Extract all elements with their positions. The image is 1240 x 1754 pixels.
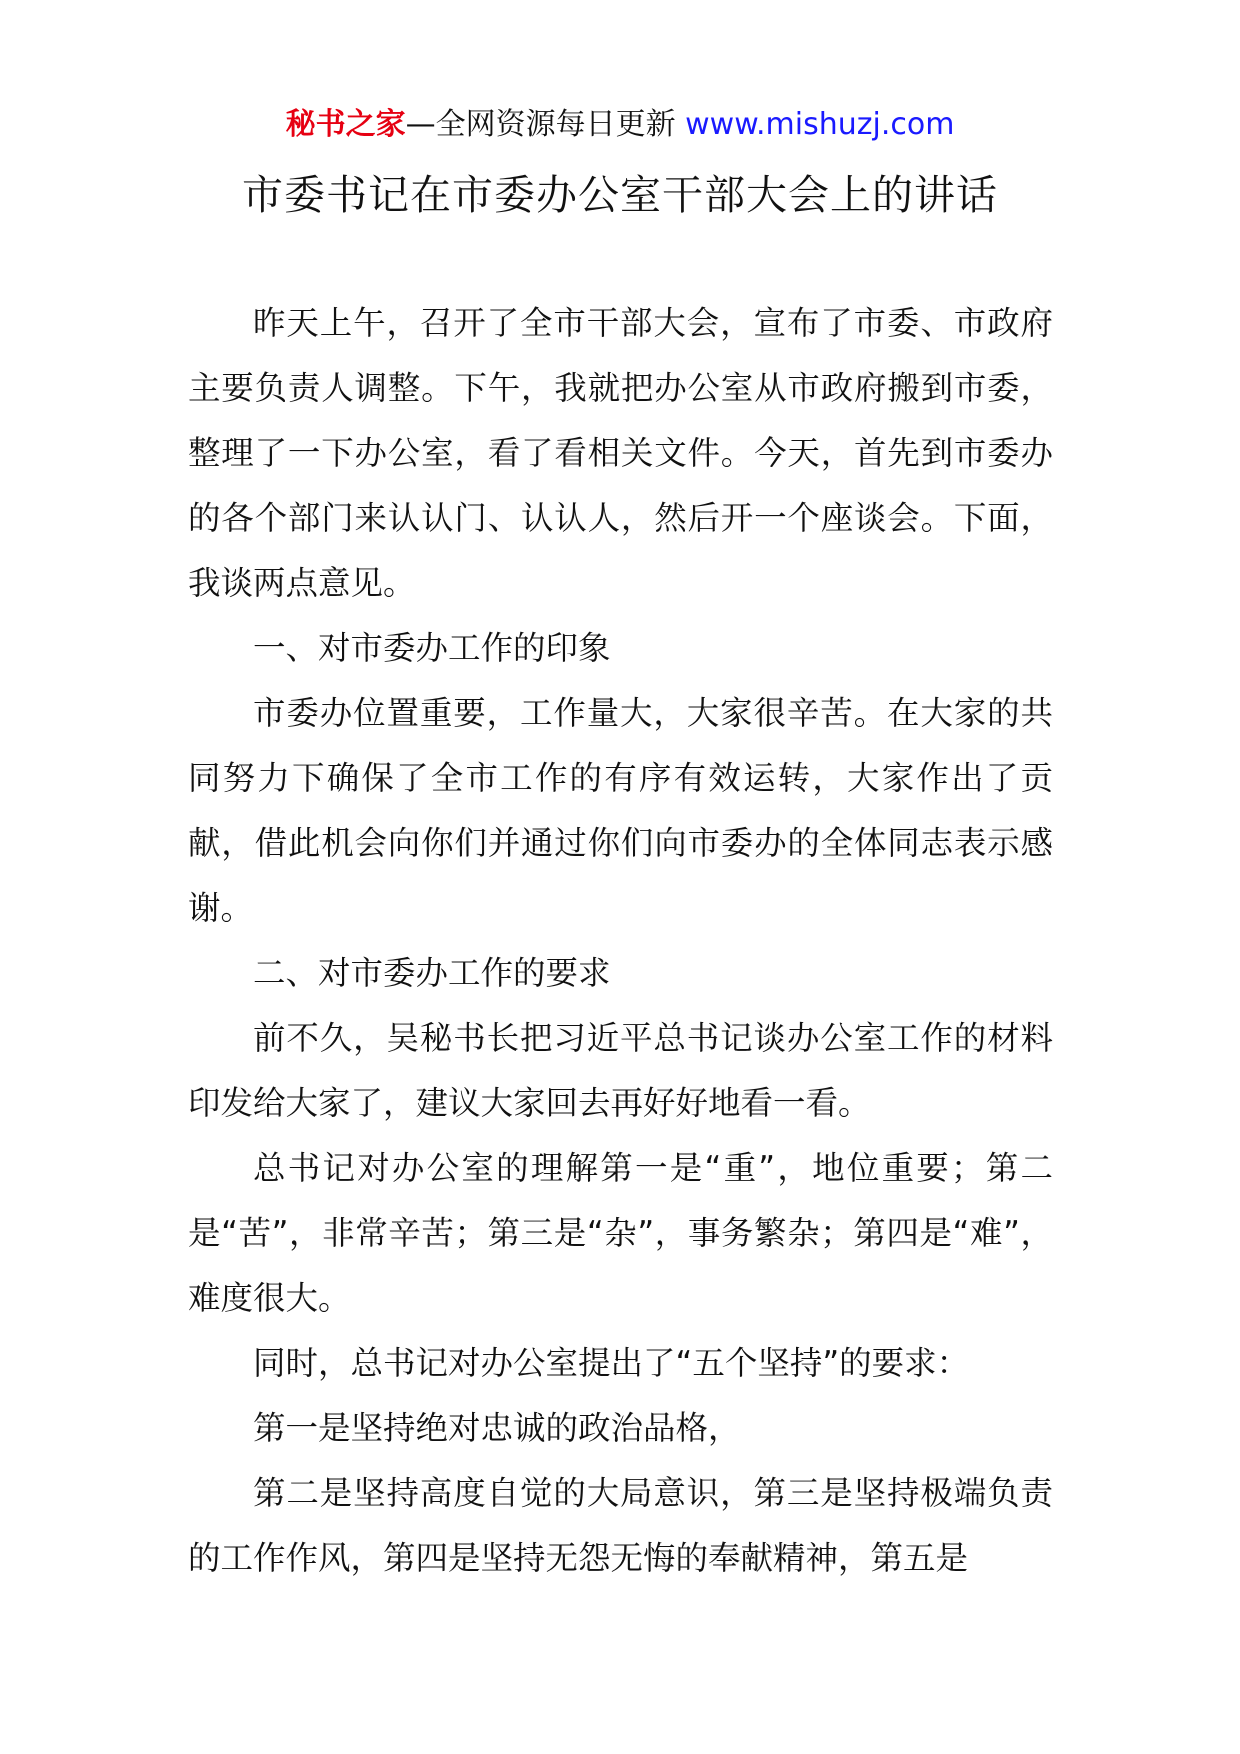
paragraph: 第二是坚持高度自觉的大局意识，第三是坚持极端负责的工作作风，第四是坚持无怨无悔的奉献精神，第五是 (188, 1474, 1053, 1577)
paragraph: 第一是坚持绝对忠诚的政治品格， (253, 1409, 741, 1447)
header-url-link[interactable]: www.mishuzj.com (685, 107, 955, 142)
header-tagline: —全网资源每日更新 (405, 107, 686, 142)
brand-name: 秘书之家 (285, 107, 406, 142)
paragraph: 市委办位置重要，工作量大，大家很辛苦。在大家的共同努力下确保了全市工作的有序有效运转，大家作出了贡献，借此机会向你们并通过你们向市委办的全体同志表示感谢。 (188, 694, 1053, 927)
paragraph: 昨天上午，召开了全市干部大会，宣布了市委、市政府主要负责人调整。下午，我就把办公室从市政府搬到市委，整理了一下办公室，看了看相关文件。今天，首先到市委办的各个部门来认认门、认认人，然后开一个座谈会。下面，我谈两点意见。 (188, 304, 1053, 602)
document-title: 市委书记在市委办公室干部大会上的讲话 (242, 171, 998, 219)
paragraph: 前不久，吴秘书长把习近平总书记谈办公室工作的材料印发给大家了，建议大家回去再好好地看一看。 (188, 1019, 1053, 1122)
paragraph: 总书记对办公室的理解第一是“重”，地位重要；第二是“苦”，非常辛苦；第三是“杂”，事务繁杂；第四是“难”，难度很大。 (188, 1149, 1053, 1317)
paragraph: 同时，总书记对办公室提出了“五个坚持”的要求： (253, 1344, 970, 1382)
document-body (188, 291, 1053, 1591)
section-heading: 一、对市委办工作的印象 (253, 629, 611, 667)
watermark-header (0, 100, 1240, 150)
section-heading: 二、对市委办工作的要求 (253, 954, 611, 992)
